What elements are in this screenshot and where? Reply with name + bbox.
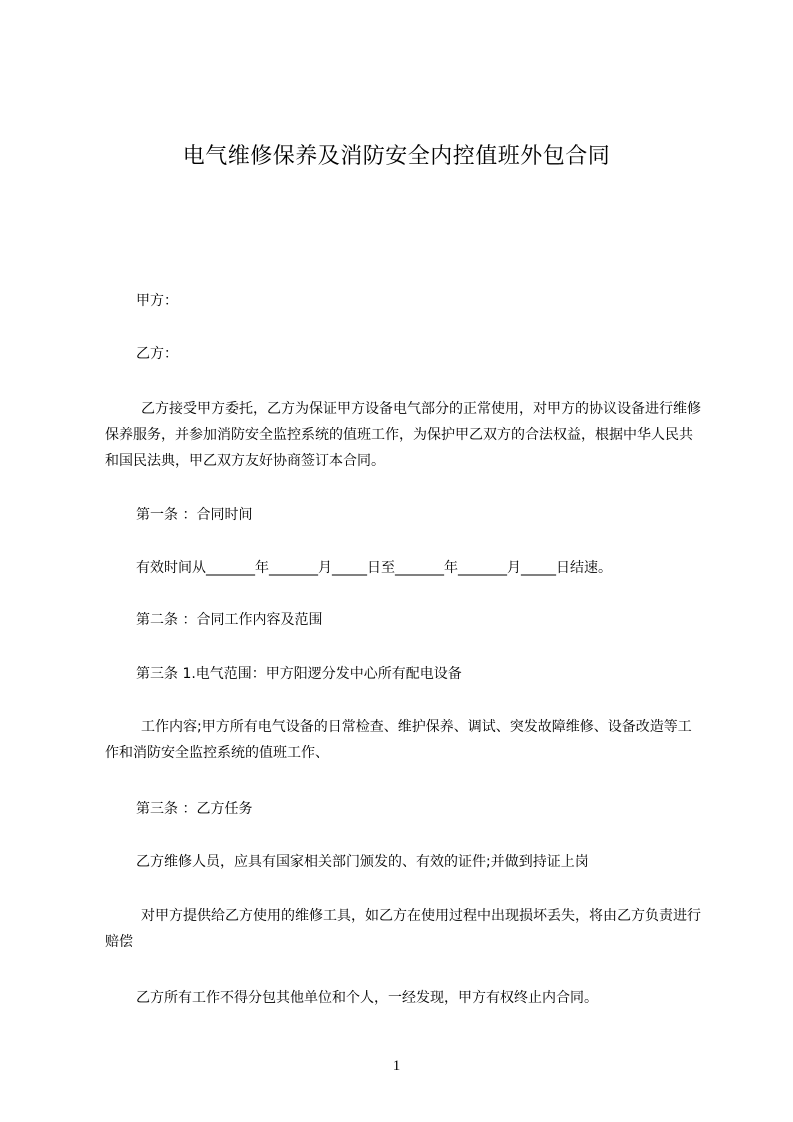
work-content-paragraph: 工作内容;甲方所有电气设备的日常检查、维护保养、调试、突发故障维修、设备改造等工作和消防安全监控系统的值班工作、 xyxy=(105,719,692,761)
article-3-heading: 第三条 ：乙方任务 xyxy=(136,801,253,817)
party-b-label: 乙方： xyxy=(136,346,178,362)
intro-paragraph: 乙方接受甲方委托，乙方为保证甲方设备电气部分的正常使用，对甲方的协议设备进行维修保养服务，并参加消防安全监控系统的值班工作，为保护甲乙双方的合法权益，根据中华人民共和国民法典，甲乙双方友好协商签订本合同。 xyxy=(105,401,701,469)
article-1-heading: 第一条 ：合同时间 xyxy=(136,507,253,523)
task-1-paragraph: 乙方维修人员，应具有国家相关部门颁发的、有效的证件;并做到持证上岗 xyxy=(136,854,589,870)
task-2-paragraph: 对甲方提供给乙方使用的维修工具，如乙方在使用过程中出现损坏丢失，将由乙方负责进行赔偿 xyxy=(105,908,701,950)
document-title: 电气维修保养及消防安全内控值班外包合同 xyxy=(182,144,611,169)
article-3-scope: 第三条 1.电气范围：甲方阳逻分发中心所有配电设备 xyxy=(136,666,462,682)
page-number: 1 xyxy=(392,1058,401,1074)
validity-period: 有效时间从_______年_______月_____日至_______年_______月_____日结速。 xyxy=(136,560,612,576)
article-2-heading: 第二条 ：合同工作内容及范围 xyxy=(136,612,323,628)
party-a-label: 甲方： xyxy=(136,293,178,309)
task-3-paragraph: 乙方所有工作不得分包其他单位和个人，一经发现，甲方有权终止内合同。 xyxy=(136,990,598,1006)
